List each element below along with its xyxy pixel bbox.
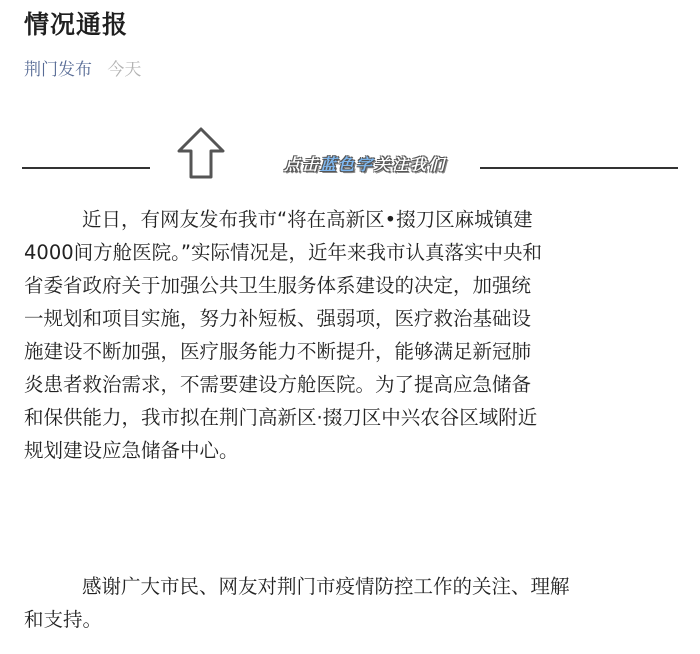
paragraph-line: 近日，有网友发布我市“将在高新区•掇刀区麻城镇建 bbox=[82, 208, 533, 231]
publish-date: 今天 bbox=[107, 60, 142, 80]
body-paragraph-2 bbox=[24, 570, 680, 636]
paragraph-line: 一规划和项目实施，努力补短板、强弱项，医疗救治基础设 bbox=[24, 307, 532, 330]
follow-suffix: 关注我们 bbox=[374, 155, 447, 174]
follow-us-prompt[interactable] bbox=[284, 153, 446, 177]
divider-right bbox=[480, 167, 678, 169]
paragraph-line: 和保供能力，我市拟在荆门高新区·掇刀区中兴农谷区域附近 bbox=[24, 406, 538, 429]
paragraph-line: 省委省政府关于加强公共卫生服务体系建设的决定，加强统 bbox=[24, 274, 532, 297]
divider-left bbox=[22, 167, 150, 169]
account-name-link[interactable]: 荆门发布 bbox=[24, 60, 92, 80]
follow-banner bbox=[22, 126, 678, 184]
paragraph-line: 和支持。 bbox=[24, 608, 103, 631]
follow-prefix: 点击 bbox=[284, 155, 321, 174]
paragraph-line: 规划建设应急储备中心。 bbox=[24, 439, 239, 462]
follow-highlight: 蓝色字 bbox=[320, 155, 375, 174]
paragraph-line: 感谢广大市民、网友对荆门市疫情防控工作的关注、理解 bbox=[82, 575, 570, 598]
paragraph-line: 4000间方舱医院。”实际情况是，近年来我市认真落实中央和 bbox=[24, 241, 542, 264]
page-title: 情况通报 bbox=[24, 10, 129, 39]
body-paragraph-1 bbox=[24, 203, 680, 467]
arrow-up-outline-icon bbox=[175, 126, 227, 180]
paragraph-line: 炎患者救治需求，不需要建设方舱医院。为了提高应急储备 bbox=[24, 373, 532, 396]
paragraph-line: 施建设不断加强，医疗服务能力不断提升，能够满足新冠肺 bbox=[24, 340, 532, 363]
article-meta bbox=[24, 58, 141, 82]
